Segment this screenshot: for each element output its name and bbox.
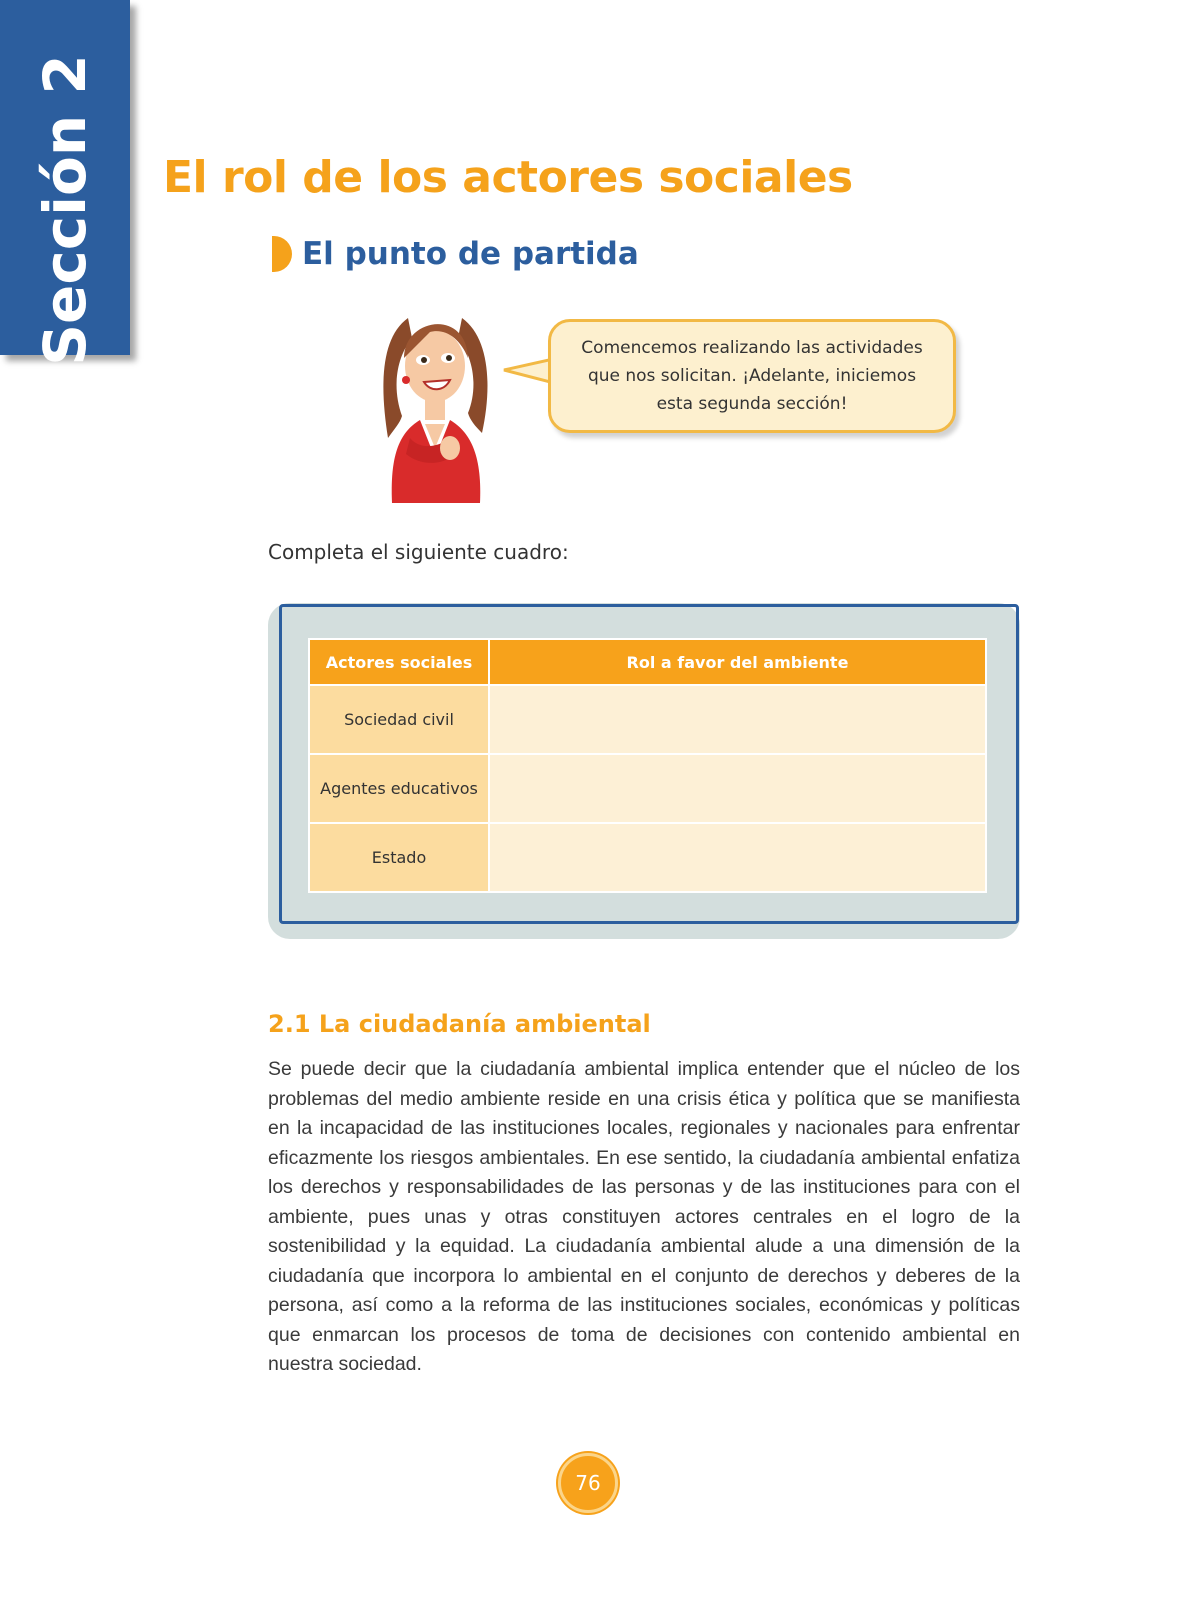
section-heading: 2.1 La ciudadanía ambiental	[268, 1010, 651, 1038]
subheading	[272, 232, 639, 276]
table-row	[309, 754, 986, 823]
table-header-row	[309, 639, 986, 685]
column-header-role: Rol a favor del ambiente	[489, 639, 986, 685]
actors-roles-table	[308, 638, 987, 893]
column-header-actors: Actores sociales	[309, 639, 489, 685]
speech-line: que nos solicitan. ¡Adelante, iniciemos	[587, 366, 917, 386]
subheading-text: El punto de partida	[302, 236, 639, 272]
page-title: El rol de los actores sociales	[163, 152, 853, 203]
table-row	[309, 685, 986, 754]
speech-bubble-text	[581, 334, 922, 418]
speech-bubble	[548, 319, 956, 433]
role-answer-cell[interactable]	[489, 754, 986, 823]
actor-cell: Sociedad civil	[309, 685, 489, 754]
section-tab	[0, 0, 130, 366]
role-answer-cell[interactable]	[489, 823, 986, 892]
actor-cell: Estado	[309, 823, 489, 892]
instruction-text: Completa el siguiente cuadro:	[268, 540, 569, 564]
table-row	[309, 823, 986, 892]
speech-line: Comencemos realizando las actividades	[581, 338, 923, 358]
section-tab-label: Sección 2	[31, 54, 99, 366]
page-number: 76	[558, 1453, 618, 1513]
actor-cell: Agentes educativos	[309, 754, 489, 823]
teacher-character-illustration	[370, 298, 500, 508]
role-answer-cell[interactable]	[489, 685, 986, 754]
half-circle-bullet-icon	[272, 236, 292, 272]
body-paragraph: Se puede decir que la ciudadanía ambiental implica entender que el núcleo de los problemas del medio ambiente reside en una crisis ética y política que se manifiesta en la incapacidad de las instituciones locales, regionales y nacionales para enfrentar eficazmente los riesgos ambientales. En ese sentido, la ciudadanía ambiental enfatiza los derechos y responsabilidades de las personas y de las instituciones para con el ambiente, pues unas y otras constituyen actores centrales en el logro de la sostenibilidad y la equidad. La ciudadanía ambiental alude a una dimensión de la ciudadanía que incorpora lo ambiental en el conjunto de derechos y deberes de la persona, así como a la reforma de las instituciones sociales, económicas y políticas que enmarcan los procesos de toma de decisiones con contenido ambiental en nuestra sociedad.	[268, 1058, 1020, 1375]
speech-line: esta segunda sección!	[656, 394, 848, 414]
